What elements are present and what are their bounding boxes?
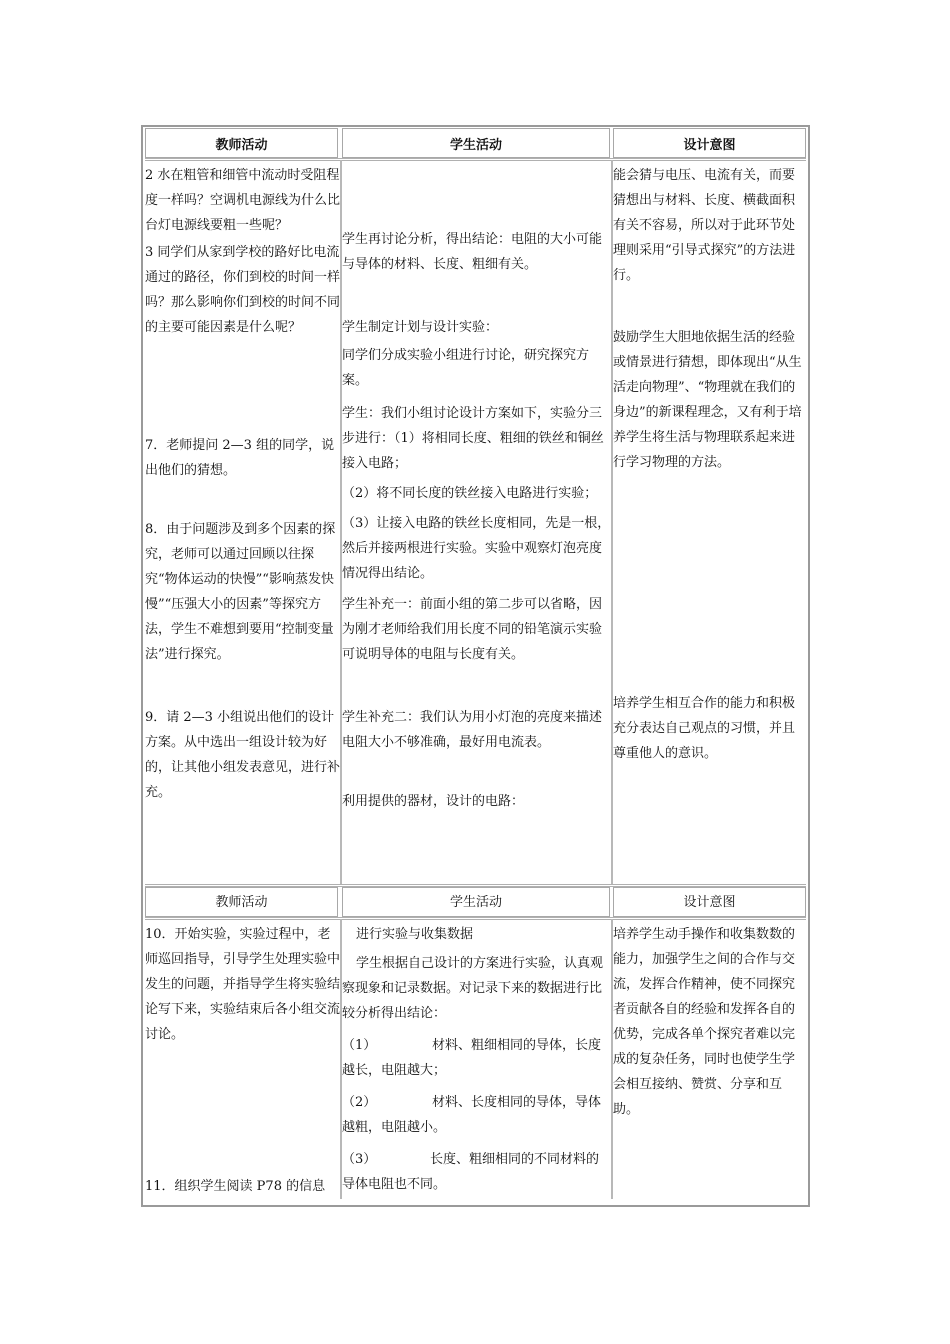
teacher-text-q2: 2 水在粗管和细管中流动时受阻程度一样吗？空调机电源线为什么比台灯电源线要粗一些呢？: [145, 168, 340, 233]
header-student-activity: 学生活动: [449, 137, 502, 153]
result-2-text: 材料、长度相同的导体，导体越粗，电阻越小。: [342, 1095, 602, 1135]
header2-teacher-activity: 教师活动: [215, 894, 268, 910]
header2-divider: [145, 917, 806, 920]
header-design-intent: 设计意图: [683, 137, 736, 153]
result-3-text: 长度、粗细相同的不同材料的导体电阻也不同。: [342, 1152, 600, 1192]
design-text-cooperation: 培养学生相互合作的能力和积极充分表达自己观点的习惯，并且尊重他人的意识。: [613, 696, 796, 761]
header2-student-activity: 学生活动: [449, 894, 502, 910]
teacher-text-7: 7．老师提问 2—3 组的同学，说出他们的猜想。: [145, 438, 335, 478]
student-text-supplement2: 学生补充二：我们认为用小灯泡的亮度来描述电阻大小不够准确，最好用电流表。: [342, 710, 603, 750]
row2-design-cell: [613, 922, 807, 1200]
student-text-circuit: 利用提供的器材，设计的电路：: [342, 794, 525, 809]
row1-teacher-cell: [145, 163, 340, 883]
teacher-text-11: 11．组织学生阅读 P78 的信息: [145, 1179, 326, 1194]
student-text-design: 学生：我们小组讨论设计方案如下，实验分三步进行：（1）将相同长度、粗细的铁丝和铜丝接入电路；: [342, 406, 604, 471]
result-1-text: 材料、粗细相同的导体，长度越长，电阻越大；: [342, 1038, 602, 1078]
student-text-plan: 学生制定计划与设计实验：: [342, 320, 499, 335]
header-teacher-activity: 教师活动: [215, 137, 268, 153]
student-text-groups: 同学们分成实验小组进行讨论，研究探究方案。: [342, 348, 590, 388]
header-divider: [145, 158, 806, 161]
teacher-text-q3: 3 同学们从家到学校的路好比电流通过的路径，你们到校的时间一样吗？那么影响你们到校的时间不同的主要可能因素是什么呢？: [145, 245, 340, 335]
student-result-2: [342, 1090, 611, 1140]
student-text-experiment-title: 进行实验与收集数据: [356, 927, 474, 942]
student-text-experiment: 学生根据自己设计的方案进行实验，认真观察现象和记录数据。对记录下来的数据进行比较分析得出结论：: [342, 956, 604, 1021]
student-text-step3: （3）让接入电路的铁丝长度相同，先是一根，然后并接两根进行实验。实验中观察灯泡亮度情况得出结论。: [342, 516, 611, 581]
result-1-number: （1）: [342, 1038, 377, 1053]
row2-teacher-cell: [145, 922, 340, 1200]
student-result-1: [342, 1033, 611, 1083]
student-text-supplement1: 学生补充一：前面小组的第二步可以省略，因为刚才老师给我们用长度不同的铅笔演示实验可说明导体的电阻与长度有关。: [342, 597, 603, 662]
result-3-number: （3）: [342, 1152, 377, 1167]
result-2-number: （2）: [342, 1095, 377, 1110]
design-text-hands-on: 培养学生动手操作和收集数数的能力，加强学生之间的合作与交流，发挥合作精神，使不同探究者贡献各自的经验和发挥各自的优势，完成各单个探究者难以完成的复杂任务，同时也使学生学会相互接纳、赞赏、分享和互助。: [613, 927, 796, 1117]
header2-design-intent: 设计意图: [683, 894, 736, 910]
row1-student-cell: [342, 163, 611, 883]
design-text-encourage: 鼓励学生大胆地依据生活的经验或情景进行猜想，即体现出“从生活走向物理”、“物理就在我们的身边”的新课程理念，又有利于培养学生将生活与物理联系起来进行学习物理的方法。: [613, 330, 802, 470]
design-text-guided: 能会猜与电压、电流有关，而要猜想出与材料、长度、横截面积有关不容易，所以对于此环节处理则采用“引导式探究”的方法进行。: [613, 168, 796, 283]
teacher-text-9: 9．请 2—3 小组说出他们的设计方案。从中选出一组设计较为好的，让其他小组发表意见，进行补充。: [145, 710, 340, 800]
student-text-conclusion: 学生再讨论分析，得出结论：电阻的大小可能与导体的材料、长度、粗细有关。: [342, 232, 603, 272]
teacher-text-10: 10．开始实验，实验过程中，老师巡回指导，引导学生处理实验中发生的问题，并指导学生将实验结论写下来，实验结束后各小组交流讨论。: [145, 927, 340, 1042]
student-result-3: [342, 1147, 611, 1197]
student-text-step2: （2）将不同长度的铁丝接入电路进行实验；: [342, 486, 598, 501]
row1-design-cell: [613, 163, 807, 883]
row2-student-cell: [342, 922, 611, 1200]
teacher-text-8: 8．由于问题涉及到多个因素的探究，老师可以通过回顾以往探究“物体运动的快慢”“影响蒸发快慢”“压强大小的因素”等探究方法，学生不难想到要用“控制变量法”进行探究。: [145, 522, 336, 662]
